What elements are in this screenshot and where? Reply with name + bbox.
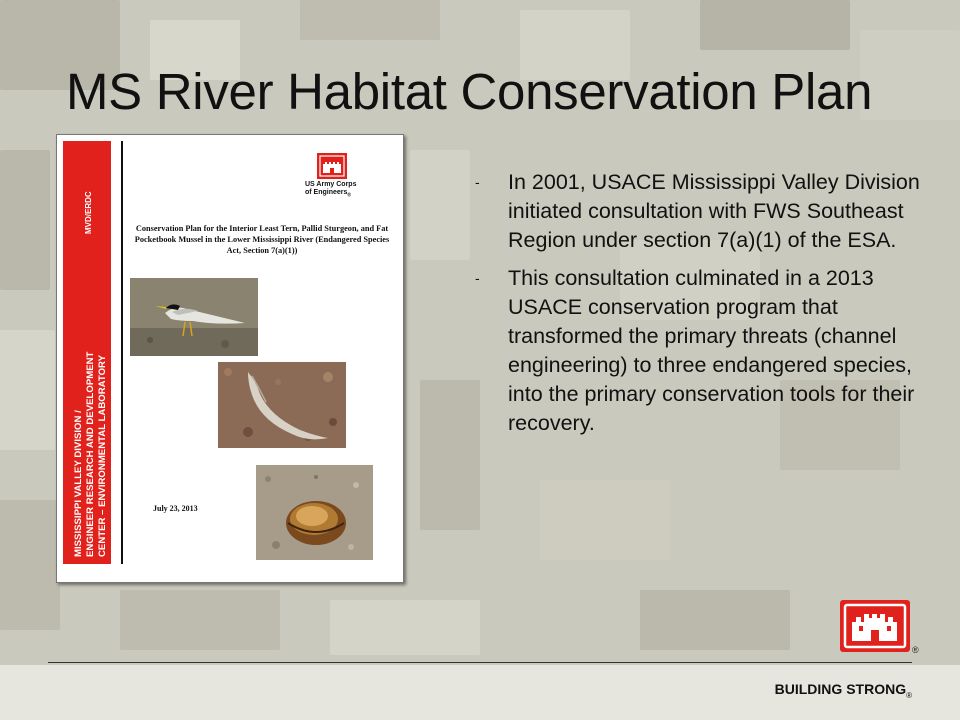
corps-agency-line-2: of Engineers xyxy=(305,189,348,196)
cover-side-label-line-2: ENGINEER RESEARCH AND DEVELOPMENT xyxy=(85,351,96,557)
pallid-sturgeon-photo xyxy=(218,362,346,448)
cover-side-label-line-3: CENTER – ENVIRONMENTAL LABORATORY xyxy=(97,354,108,557)
footer-tagline xyxy=(775,681,912,700)
usace-castle-logo-icon xyxy=(840,600,910,652)
least-tern-photo xyxy=(130,278,258,356)
bullet-list xyxy=(475,168,935,447)
footer-tagline-text: BUILDING STRONG xyxy=(774,681,907,697)
slide-title: MS River Habitat Conservation Plan xyxy=(66,63,873,120)
cover-title: Conservation Plan for the Interior Least Tern, Pallid Sturgeon, and Fat Pocketbook Mussel in the Lower Mississippi River (Endangered Species Act, Section 7(a)(1)) xyxy=(134,224,390,255)
footer-registered-mark: ® xyxy=(906,690,912,700)
corps-agency-text xyxy=(305,181,385,199)
cover-side-label xyxy=(67,275,109,561)
corps-agency-mark: ® xyxy=(347,192,352,199)
footer-rule xyxy=(48,662,912,663)
document-cover-image xyxy=(56,134,404,583)
bullet-item-2 xyxy=(475,264,935,438)
cover-side-label-top xyxy=(71,149,105,239)
corps-agency-line-1: US Army Corps xyxy=(305,181,357,188)
bullet-dash: - xyxy=(475,270,480,286)
cover-divider xyxy=(121,141,123,564)
logo-registered-mark: ® xyxy=(912,645,919,655)
bullet-dash: - xyxy=(475,174,480,190)
bullet-item-1 xyxy=(475,168,935,255)
cover-side-label-line-1: MISSISSIPPI VALLEY DIVISION / xyxy=(73,410,84,557)
cover-side-label-top-text: MVD/ERDC xyxy=(84,191,93,234)
fat-pocketbook-mussel-photo xyxy=(256,465,373,560)
corps-castle-icon xyxy=(317,153,347,179)
bullet-text-2: This consultation culminated in a 2013 USACE conservation program that transformed the primary threats (channel engineering) to three endangered species, into the primary conservation tools for their recovery. xyxy=(508,266,915,435)
bullet-text-1: In 2001, USACE Mississippi Valley Division initiated consultation with FWS Southeast Region under section 7(a)(1) of the ESA. xyxy=(508,170,920,252)
cover-date: July 23, 2013 xyxy=(153,504,198,513)
